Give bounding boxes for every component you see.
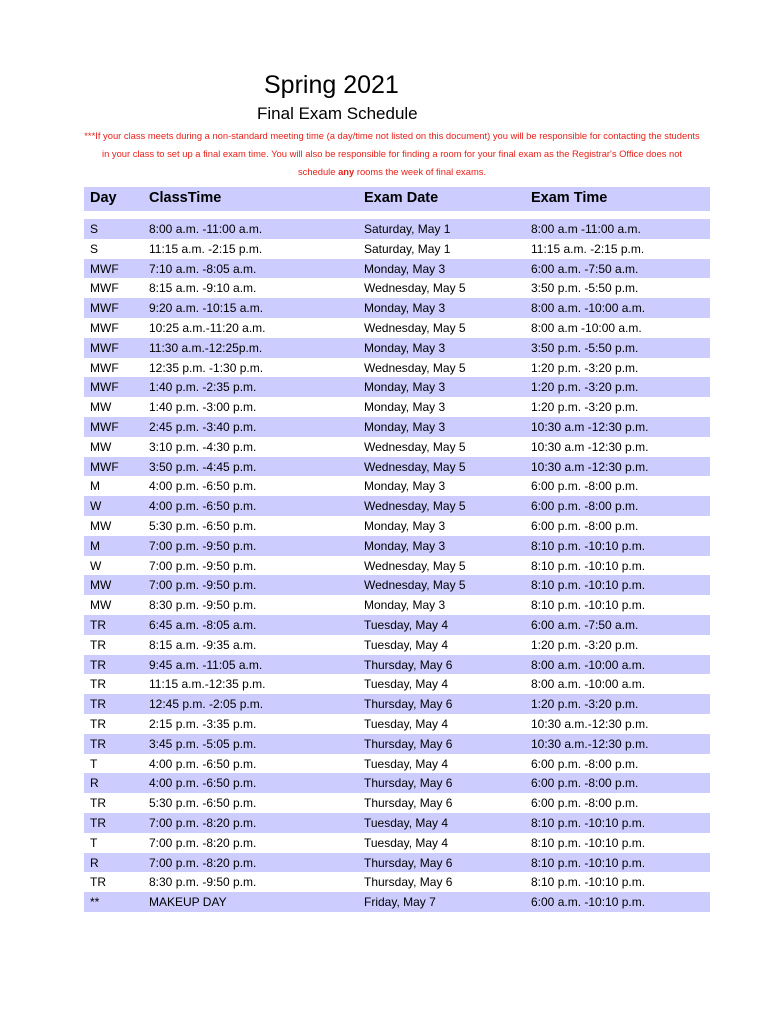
classtime-cell: 5:30 p.m. -6:50 p.m. — [149, 518, 257, 533]
day-cell: S — [90, 241, 99, 256]
classtime-cell: 8:00 a.m. -11:00 a.m. — [149, 222, 263, 236]
table-row — [84, 734, 710, 754]
classtime-cell: 9:20 a.m. -10:15 a.m. — [149, 301, 264, 316]
column-header-classtime: ClassTime — [149, 190, 222, 206]
table-row — [84, 417, 710, 437]
notice-part-1: ***If your class meets during a non-standard meeting time (a day/time not listed on this document) you will be responsible for contacting the students in your class to set up a final exam time. You will also be responsible for finding a room for your final exam as the Registrar's Office does not schedule — [84, 130, 700, 177]
exam-date-cell: Thursday, May 6 — [364, 875, 453, 890]
day-cell: MWF — [90, 320, 119, 335]
exam-time-cell: 10:30 a.m.-12:30 p.m. — [531, 736, 649, 751]
exam-date-cell: Wednesday, May 5 — [364, 360, 466, 375]
exam-date-cell: Thursday, May 6 — [364, 697, 453, 712]
exam-date-cell: Tuesday, May 4 — [364, 756, 449, 771]
table-row — [84, 278, 710, 298]
exam-date-cell: Monday, May 3 — [364, 538, 446, 553]
exam-time-cell: 8:00 a.m. -10:00 a.m. — [531, 677, 646, 692]
schedule-table — [84, 219, 710, 912]
exam-time-cell: 1:20 p.m. -3:20 p.m. — [531, 380, 639, 395]
table-row — [84, 476, 710, 496]
exam-time-cell: 1:20 p.m. -3:20 p.m. — [531, 697, 639, 712]
table-row — [84, 496, 710, 516]
day-cell: TR — [90, 697, 106, 712]
page-title: Spring 2021 — [264, 71, 399, 99]
day-cell: MWF — [90, 459, 119, 474]
day-cell: MW — [90, 439, 112, 454]
table-row — [84, 338, 710, 358]
exam-time-cell: 8:10 p.m. -10:10 p.m. — [531, 835, 646, 850]
classtime-cell: 8:15 a.m. -9:35 a.m. — [149, 637, 257, 652]
table-row — [84, 892, 710, 912]
classtime-cell: 7:00 p.m. -9:50 p.m. — [149, 558, 257, 573]
exam-time-cell: 8:00 a.m. -10:00 a.m. — [531, 301, 646, 316]
classtime-cell: 5:30 p.m. -6:50 p.m. — [149, 796, 257, 811]
exam-time-cell: 8:10 p.m. -10:10 p.m. — [531, 598, 646, 613]
classtime-cell: 7:00 p.m. -8:20 p.m. — [149, 835, 257, 850]
exam-time-cell: 6:00 p.m. -8:00 p.m. — [531, 479, 639, 494]
exam-date-cell: Tuesday, May 4 — [364, 677, 449, 692]
table-row — [84, 397, 710, 417]
exam-time-cell: 6:00 p.m. -8:00 p.m. — [531, 499, 639, 514]
table-row — [84, 754, 710, 774]
day-cell: MW — [90, 518, 112, 533]
exam-time-cell: 10:30 a.m -12:30 p.m. — [531, 439, 649, 454]
classtime-cell: 3:10 p.m. -4:30 p.m. — [149, 439, 257, 454]
classtime-cell: 10:25 a.m.-11:20 a.m. — [149, 320, 266, 335]
table-row — [84, 259, 710, 279]
exam-date-cell: Saturday, May 1 — [364, 241, 451, 256]
exam-date-cell: Monday, May 3 — [364, 518, 446, 533]
day-cell: TR — [90, 796, 106, 811]
classtime-cell: 1:40 p.m. -2:35 p.m. — [149, 380, 257, 395]
exam-time-cell: 8:10 p.m. -10:10 p.m. — [531, 538, 646, 553]
classtime-cell: 4:00 p.m. -6:50 p.m. — [149, 499, 257, 514]
classtime-cell: MAKEUP DAY — [149, 895, 227, 910]
exam-time-cell: 10:30 a.m -12:30 p.m. — [531, 459, 649, 474]
exam-time-cell: 1:20 p.m. -3:20 p.m. — [531, 400, 639, 415]
exam-date-cell: Monday, May 3 — [364, 380, 446, 395]
exam-date-cell: Thursday, May 6 — [364, 736, 453, 751]
day-cell: TR — [90, 736, 106, 751]
exam-time-cell: 8:10 p.m. -10:10 p.m. — [531, 815, 646, 830]
day-cell: TR — [90, 657, 106, 672]
table-row — [84, 793, 710, 813]
day-cell: R — [90, 855, 99, 870]
classtime-cell: 7:00 p.m. -9:50 p.m. — [149, 538, 257, 553]
notice-bold: any — [338, 166, 355, 177]
table-row — [84, 318, 710, 338]
day-cell: W — [90, 499, 102, 514]
day-cell: MWF — [90, 340, 119, 355]
exam-time-cell: 6:00 p.m. -8:00 p.m. — [531, 756, 639, 771]
exam-date-cell: Tuesday, May 4 — [364, 815, 449, 830]
exam-time-cell: 8:10 p.m. -10:10 p.m. — [531, 875, 646, 890]
exam-date-cell: Thursday, May 6 — [364, 657, 453, 672]
day-cell: W — [90, 558, 102, 573]
table-row — [84, 714, 710, 734]
table-row — [84, 516, 710, 536]
table-row — [84, 457, 710, 477]
day-cell: TR — [90, 716, 106, 731]
classtime-cell: 11:15 a.m.-12:35 p.m. — [149, 677, 266, 692]
exam-date-cell: Wednesday, May 5 — [364, 499, 466, 514]
day-cell: MWF — [90, 281, 119, 296]
exam-time-cell: 1:20 p.m. -3:20 p.m. — [531, 637, 639, 652]
table-row — [84, 239, 710, 259]
exam-time-cell: 8:00 a.m. -10:00 a.m. — [531, 657, 646, 672]
classtime-cell: 9:45 a.m. -11:05 a.m. — [149, 657, 263, 672]
table-row — [84, 298, 710, 318]
exam-date-cell: Wednesday, May 5 — [364, 439, 466, 454]
exam-time-cell: 10:30 a.m -12:30 p.m. — [531, 419, 649, 434]
exam-time-cell: 3:50 p.m. -5:50 p.m. — [531, 340, 639, 355]
exam-date-cell: Thursday, May 6 — [364, 796, 453, 811]
table-row — [84, 813, 710, 833]
table-row — [84, 536, 710, 556]
column-header-exam-date: Exam Date — [364, 190, 439, 206]
table-row — [84, 635, 710, 655]
exam-date-cell: Wednesday, May 5 — [364, 281, 466, 296]
day-cell: MWF — [90, 419, 119, 434]
day-cell: T — [90, 756, 98, 771]
exam-time-cell: 6:00 p.m. -8:00 p.m. — [531, 796, 639, 811]
table-row — [84, 377, 710, 397]
day-cell: TR — [90, 617, 106, 632]
exam-date-cell: Monday, May 3 — [364, 301, 446, 316]
day-cell: ** — [90, 895, 100, 910]
table-row — [84, 872, 710, 892]
day-cell: MWF — [90, 261, 119, 276]
exam-time-cell: 1:20 p.m. -3:20 p.m. — [531, 360, 639, 375]
exam-time-cell: 6:00 p.m. -8:00 p.m. — [531, 518, 639, 533]
classtime-cell: 7:00 p.m. -8:20 p.m. — [149, 815, 257, 830]
column-header-exam-time: Exam Time — [531, 190, 608, 206]
exam-time-cell: 8:10 p.m. -10:10 p.m. — [531, 558, 646, 573]
exam-time-cell: 8:00 a.m -10:00 a.m. — [531, 320, 642, 335]
day-cell: M — [90, 538, 100, 553]
classtime-cell: 6:45 a.m. -8:05 a.m. — [149, 617, 257, 632]
classtime-cell: 3:50 p.m. -4:45 p.m. — [149, 459, 257, 474]
exam-date-cell: Monday, May 3 — [364, 340, 446, 355]
exam-date-cell: Wednesday, May 5 — [364, 459, 466, 474]
exam-date-cell: Wednesday, May 5 — [364, 578, 466, 593]
table-row — [84, 575, 710, 595]
exam-time-cell: 8:10 p.m. -10:10 p.m. — [531, 855, 646, 870]
exam-time-cell: 6:00 a.m. -7:50 a.m. — [531, 261, 639, 276]
exam-date-cell: Monday, May 3 — [364, 479, 446, 494]
exam-date-cell: Monday, May 3 — [364, 261, 446, 276]
exam-date-cell: Monday, May 3 — [364, 419, 446, 434]
day-cell: MW — [90, 598, 112, 613]
exam-date-cell: Thursday, May 6 — [364, 855, 453, 870]
day-cell: TR — [90, 677, 106, 692]
classtime-cell: 11:30 a.m.-12:25p.m. — [149, 340, 263, 355]
notice-part-2: rooms the week of final exams. — [354, 166, 487, 177]
classtime-cell: 2:15 p.m. -3:35 p.m. — [149, 716, 257, 731]
day-cell: MWF — [90, 380, 119, 395]
notice-text — [84, 127, 700, 181]
table-row — [84, 773, 710, 793]
day-cell: MWF — [90, 301, 119, 316]
day-cell: MW — [90, 578, 112, 593]
classtime-cell: 12:35 p.m. -1:30 p.m. — [149, 360, 264, 375]
day-cell: T — [90, 835, 98, 850]
classtime-cell: 2:45 p.m. -3:40 p.m. — [149, 419, 257, 434]
table-row — [84, 556, 710, 576]
exam-date-cell: Wednesday, May 5 — [364, 320, 466, 335]
table-row — [84, 655, 710, 675]
day-cell: MW — [90, 400, 112, 415]
classtime-cell: 8:30 p.m. -9:50 p.m. — [149, 598, 257, 613]
exam-date-cell: Friday, May 7 — [364, 895, 436, 910]
classtime-cell: 1:40 p.m. -3:00 p.m. — [149, 400, 257, 415]
column-header-day: Day — [90, 190, 117, 206]
table-row — [84, 219, 710, 239]
table-row — [84, 833, 710, 853]
classtime-cell: 7:00 p.m. -9:50 p.m. — [149, 578, 257, 593]
page-subtitle: Final Exam Schedule — [257, 104, 418, 123]
exam-time-cell: 3:50 p.m. -5:50 p.m. — [531, 281, 639, 296]
day-cell: R — [90, 776, 99, 791]
table-row — [84, 437, 710, 457]
exam-time-cell: 8:10 p.m. -10:10 p.m. — [531, 578, 646, 593]
exam-time-cell: 6:00 a.m. -7:50 a.m. — [531, 617, 639, 632]
table-row — [84, 674, 710, 694]
exam-date-cell: Tuesday, May 4 — [364, 716, 449, 731]
day-cell: S — [90, 222, 99, 236]
exam-date-cell: Tuesday, May 4 — [364, 637, 449, 652]
exam-time-cell: 11:15 a.m. -2:15 p.m. — [531, 241, 645, 256]
exam-date-cell: Monday, May 3 — [364, 400, 446, 415]
classtime-cell: 8:30 p.m. -9:50 p.m. — [149, 875, 257, 890]
classtime-cell: 4:00 p.m. -6:50 p.m. — [149, 479, 257, 494]
classtime-cell: 8:15 a.m. -9:10 a.m. — [149, 281, 257, 296]
exam-time-cell: 8:00 a.m -11:00 a.m. — [531, 222, 641, 236]
exam-date-cell: Tuesday, May 4 — [364, 835, 449, 850]
exam-date-cell: Saturday, May 1 — [364, 222, 451, 236]
table-row — [84, 853, 710, 873]
exam-date-cell: Wednesday, May 5 — [364, 558, 466, 573]
table-row — [84, 595, 710, 615]
exam-time-cell: 6:00 a.m. -10:10 p.m. — [531, 895, 646, 910]
classtime-cell: 3:45 p.m. -5:05 p.m. — [149, 736, 257, 751]
table-row — [84, 694, 710, 714]
exam-date-cell: Tuesday, May 4 — [364, 617, 449, 632]
table-row — [84, 615, 710, 635]
day-cell: TR — [90, 875, 106, 890]
classtime-cell: 4:00 p.m. -6:50 p.m. — [149, 776, 257, 791]
day-cell: TR — [90, 815, 106, 830]
table-row — [84, 358, 710, 378]
classtime-cell: 11:15 a.m. -2:15 p.m. — [149, 241, 263, 256]
day-cell: M — [90, 479, 100, 494]
day-cell: TR — [90, 637, 106, 652]
classtime-cell: 4:00 p.m. -6:50 p.m. — [149, 756, 257, 771]
classtime-cell: 7:00 p.m. -8:20 p.m. — [149, 855, 257, 870]
exam-time-cell: 10:30 a.m.-12:30 p.m. — [531, 716, 649, 731]
exam-time-cell: 6:00 p.m. -8:00 p.m. — [531, 776, 639, 791]
day-cell: MWF — [90, 360, 119, 375]
exam-date-cell: Monday, May 3 — [364, 598, 446, 613]
exam-date-cell: Thursday, May 6 — [364, 776, 453, 791]
classtime-cell: 12:45 p.m. -2:05 p.m. — [149, 697, 264, 712]
table-header — [84, 187, 710, 211]
classtime-cell: 7:10 a.m. -8:05 a.m. — [149, 261, 257, 276]
